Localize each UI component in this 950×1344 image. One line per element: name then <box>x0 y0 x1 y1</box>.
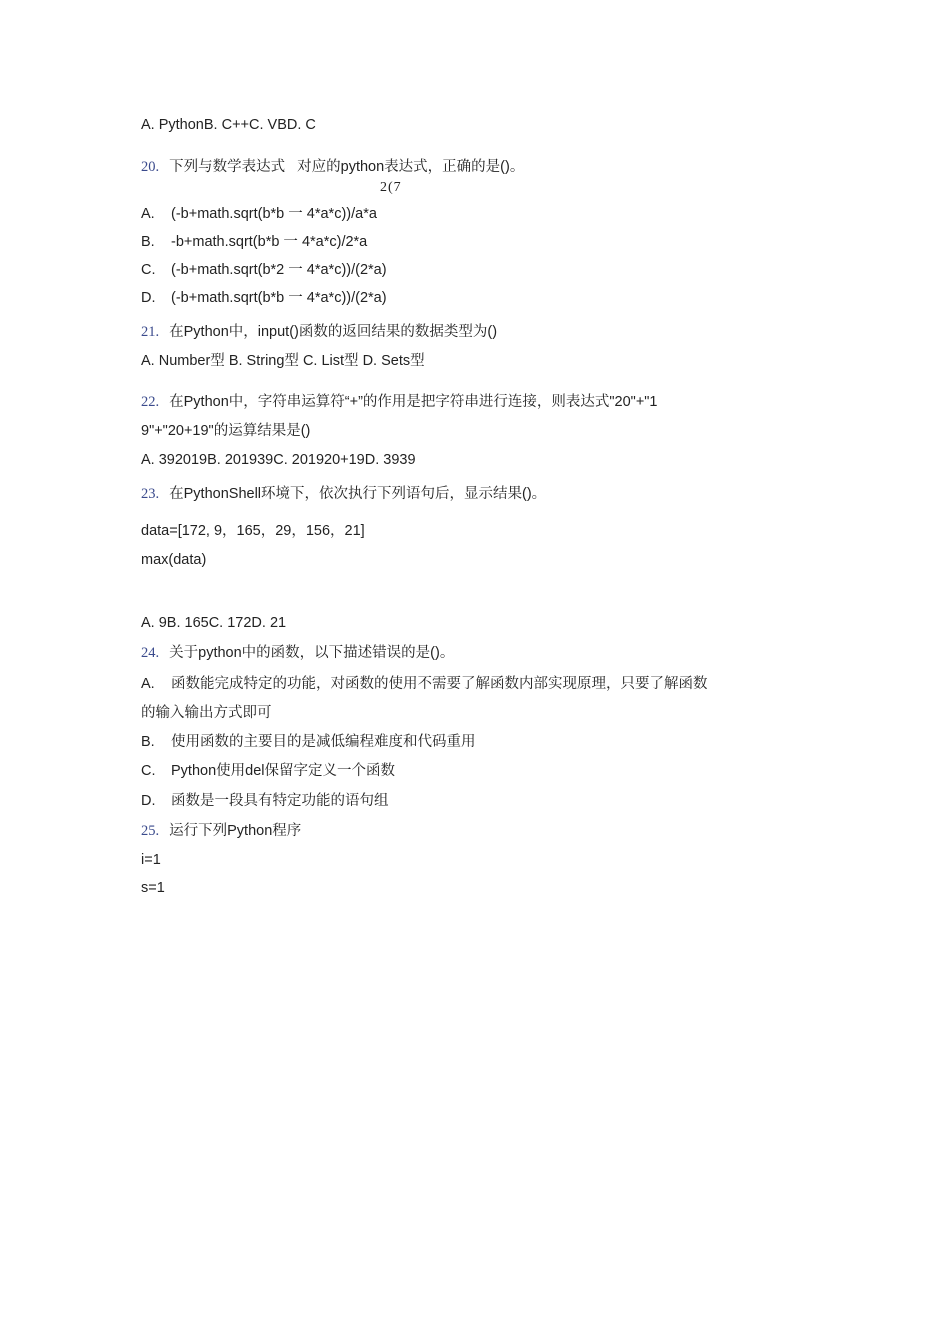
q22-stem <box>141 392 658 412</box>
option-letter: C. <box>141 763 156 779</box>
q25-code-line1: i=1 <box>141 852 161 868</box>
q22-stem-line2: 9"+"20+19"的运算结果是() <box>141 423 311 439</box>
q23-stem-text: 在PythonShell环境下，依次执行下列语句后，显示结果()。 <box>169 486 547 502</box>
q20-option-d <box>141 288 387 308</box>
option-letter: B. <box>141 734 155 750</box>
q20-formula-fragment: 2(7 <box>380 180 402 195</box>
option-letter: D. <box>141 290 156 306</box>
q20-stem-a: 下列与数学表达式 <box>169 159 286 175</box>
option-text: -b+math.sqrt(b*b 一 4*a*c)/2*a <box>171 234 368 250</box>
option-text: 函数能完成特定的功能，对函数的使用不需要了解函数内部实现原理，只要了解函数 <box>171 676 708 692</box>
option-letter: A. <box>141 676 155 692</box>
q24-option-a <box>141 674 708 694</box>
q24-option-a-continued: 的输入输出方式即可 <box>141 705 272 721</box>
q25-stem-text: 运行下列Python程序 <box>169 823 302 839</box>
q23-code-line1: data=[172, 9，165，29，156，21] <box>141 523 365 539</box>
q23-stem <box>141 484 546 504</box>
q22-options: A. 392019B. 201939C. 201920+19D. 3939 <box>141 452 416 468</box>
q24-stem-text: 关于python中的函数，以下描述错误的是()。 <box>169 645 455 661</box>
option-letter: C. <box>141 262 156 278</box>
option-text: 使用函数的主要目的是减低编程难度和代码重用 <box>171 734 476 750</box>
q21-stem-text: 在Python中，input()函数的返回结果的数据类型为() <box>169 324 498 340</box>
q25-code-line2: s=1 <box>141 880 165 896</box>
option-text: 函数是一段具有特定功能的语句组 <box>171 793 389 809</box>
q20-option-a <box>141 204 377 224</box>
q23-options: A. 9B. 165C. 172D. 21 <box>141 615 287 631</box>
option-letter: B. <box>141 234 155 250</box>
q20-stem-b: 对应的python表达式，正确的是()。 <box>297 159 525 175</box>
option-letter: D. <box>141 793 156 809</box>
question-number: 22. <box>141 394 160 410</box>
q21-stem <box>141 322 497 342</box>
q24-option-d <box>141 791 389 811</box>
q20-stem <box>141 157 524 177</box>
option-text: Python使用del保留字定义一个函数 <box>171 763 395 779</box>
q21-options: A. Number型 B. String型 C. List型 D. Sets型 <box>141 353 425 369</box>
option-text: (-b+math.sqrt(b*b 一 4*a*c))/(2*a) <box>171 290 387 306</box>
question-number: 20. <box>141 159 160 175</box>
option-text: (-b+math.sqrt(b*b 一 4*a*c))/a*a <box>171 206 377 222</box>
option-text: (-b+math.sqrt(b*2 一 4*a*c))/(2*a) <box>171 262 387 278</box>
question-number: 24. <box>141 645 160 661</box>
q24-option-b <box>141 732 476 752</box>
q20-option-b <box>141 232 367 252</box>
q23-code-line2: max(data) <box>141 552 207 568</box>
question-number: 25. <box>141 823 160 839</box>
question-number: 21. <box>141 324 160 340</box>
q24-option-c <box>141 761 395 781</box>
q19-options: A. PythonB. C++C. VBD. C <box>141 117 316 133</box>
q24-stem <box>141 643 454 663</box>
option-letter: A. <box>141 206 155 222</box>
q22-stem-line1: 在Python中，字符串运算符“+”的作用是把字符串进行连接，则表达式"20"+"1 <box>169 394 658 410</box>
question-number: 23. <box>141 486 160 502</box>
q20-option-c <box>141 260 387 280</box>
q25-stem <box>141 821 301 841</box>
